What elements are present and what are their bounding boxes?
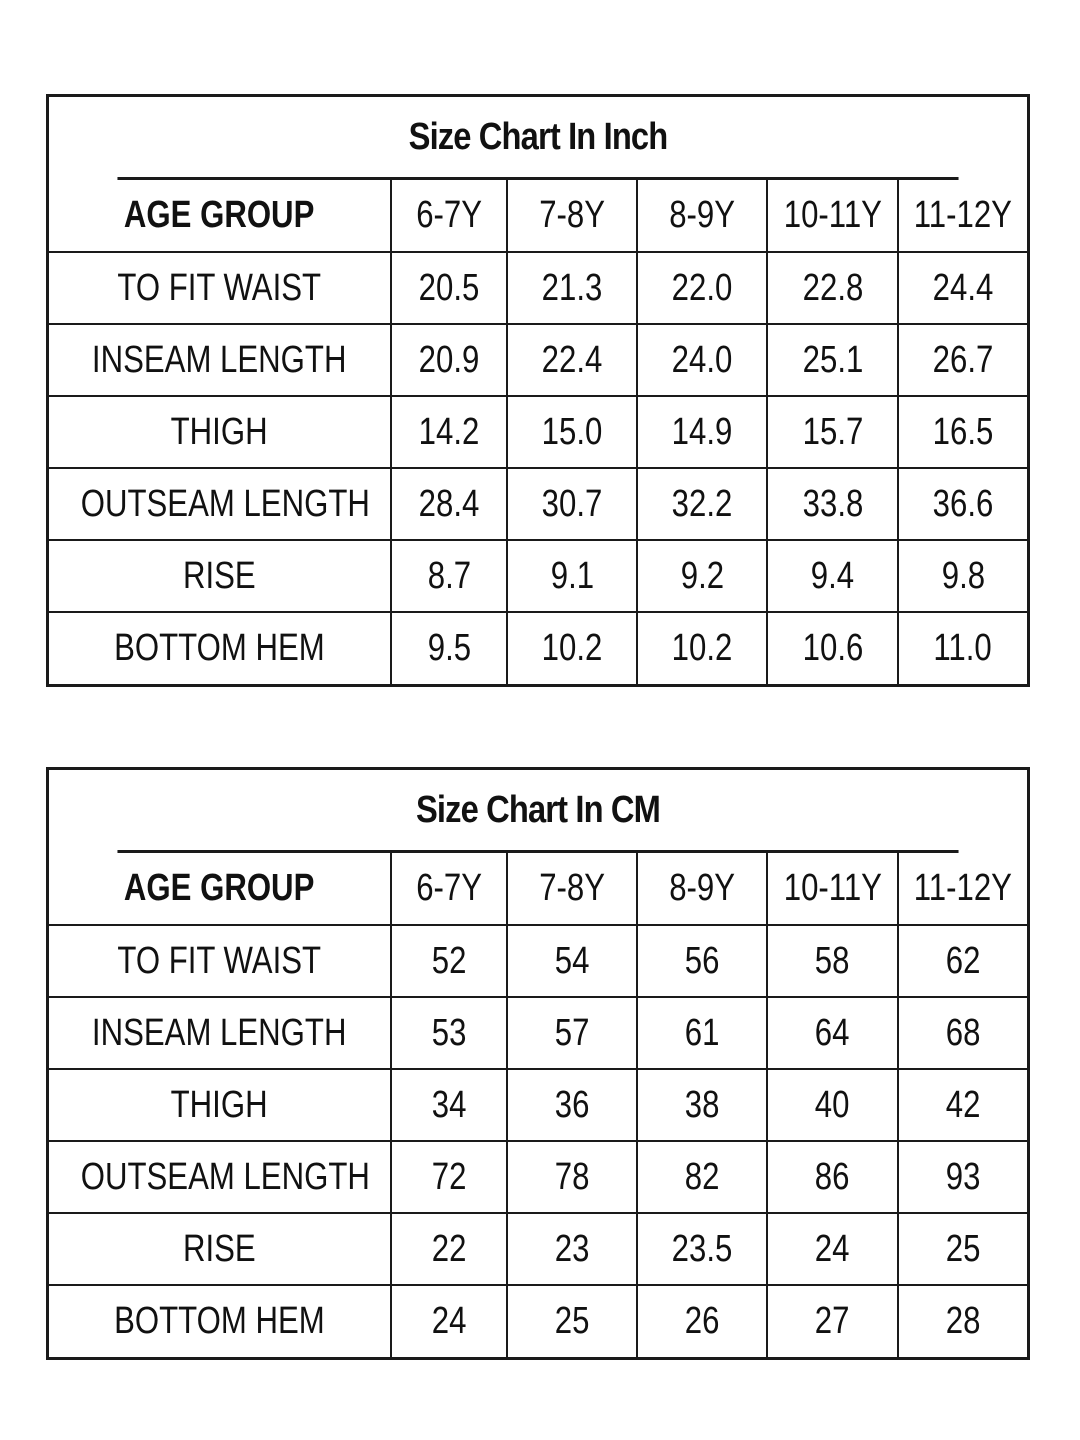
value-cell: 68 [898,997,1027,1069]
value-cell: 36 [507,1069,637,1141]
table-row [49,252,1027,324]
value-cell: 9.4 [767,540,898,612]
row-label: OUTSEAM LENGTH [49,468,391,540]
table-row [49,925,1027,997]
value-cell: 10.2 [637,612,767,684]
header-cell: 6-7Y [391,853,507,925]
row-label: TO FIT WAIST [49,252,391,324]
value-cell: 9.2 [637,540,767,612]
value-cell: 9.8 [898,540,1027,612]
value-cell: 58 [767,925,898,997]
row-label: RISE [49,1213,391,1285]
header-cell: 6-7Y [391,180,507,252]
value-cell: 22.4 [507,324,637,396]
value-cell: 22.0 [637,252,767,324]
value-cell: 25.1 [767,324,898,396]
value-cell: 10.2 [507,612,637,684]
value-cell: 56 [637,925,767,997]
value-cell: 28.4 [391,468,507,540]
value-cell: 64 [767,997,898,1069]
table-row [49,468,1027,540]
value-cell: 33.8 [767,468,898,540]
value-cell: 15.0 [507,396,637,468]
table-row [49,1213,1027,1285]
value-cell: 28 [945,1300,981,1342]
value-cell: 20.9 [391,324,507,396]
row-label: RISE [49,540,391,612]
header-cell: 10-11Y [767,180,898,252]
value-cell: 22 [391,1213,507,1285]
table-row [49,612,1027,684]
value-cell: 24.0 [637,324,767,396]
header-label-cell: AGE GROUP [49,853,391,925]
value-cell: 24 [391,1285,507,1357]
value-cell: 20.5 [391,252,507,324]
size-table [49,180,1027,684]
header-cell: 8-9Y [637,853,767,925]
value-cell: 30.7 [507,468,637,540]
table-row [49,396,1027,468]
table-row [49,1141,1027,1213]
value-cell: 23 [507,1213,637,1285]
header-cell: 7-8Y [507,180,637,252]
value-cell: 26.7 [898,324,1027,396]
value-cell: 11.0 [933,627,993,669]
value-cell: 42 [898,1069,1027,1141]
value-cell: 54 [507,925,637,997]
value-cell: 93 [898,1141,1027,1213]
size-table [49,853,1027,1357]
row-label: BOTTOM HEM [49,1285,391,1357]
value-cell: 61 [637,997,767,1069]
value-cell: 10.6 [767,612,898,684]
header-cell: 7-8Y [507,853,637,925]
value-cell: 40 [767,1069,898,1141]
value-cell: 16.5 [898,396,1027,468]
table-row [49,1285,1027,1357]
header-cell: 11-12Y [898,180,1027,252]
size-chart-inch [46,94,1030,687]
value-cell: 86 [767,1141,898,1213]
value-cell: 57 [507,997,637,1069]
value-cell: 25 [898,1213,1027,1285]
value-cell: 27 [767,1285,898,1357]
table-row [49,1069,1027,1141]
header-row [49,180,1027,252]
value-cell: 36.6 [898,468,1027,540]
value-cell: 24 [767,1213,898,1285]
value-cell: 9.1 [507,540,637,612]
value-cell: 78 [507,1141,637,1213]
header-row [49,853,1027,925]
table-row [49,540,1027,612]
value-cell: 22.8 [767,252,898,324]
value-cell: 38 [637,1069,767,1141]
value-cell: 21.3 [507,252,637,324]
chart-title: Size Chart In CM [117,770,958,853]
value-cell: 82 [637,1141,767,1213]
header-cell: 10-11Y [767,853,898,925]
value-cell: 14.9 [637,396,767,468]
value-cell: 34 [391,1069,507,1141]
header-label-cell: AGE GROUP [49,180,391,252]
header-cell: 11-12Y [898,853,1027,925]
row-label: INSEAM LENGTH [49,997,391,1069]
value-cell: 62 [898,925,1027,997]
value-cell: 52 [391,925,507,997]
value-cell: 23.5 [637,1213,767,1285]
table-row [49,324,1027,396]
row-label: THIGH [49,396,391,468]
row-label: BOTTOM HEM [49,612,391,684]
chart-title: Size Chart In Inch [117,97,958,180]
value-cell: 25 [507,1285,637,1357]
header-cell: 8-9Y [637,180,767,252]
value-cell: 53 [391,997,507,1069]
row-label: TO FIT WAIST [49,925,391,997]
value-cell: 14.2 [391,396,507,468]
value-cell: 9.5 [391,612,507,684]
value-cell: 72 [391,1141,507,1213]
row-label: THIGH [49,1069,391,1141]
value-cell: 26 [637,1285,767,1357]
value-cell: 32.2 [637,468,767,540]
value-cell: 24.4 [898,252,1027,324]
value-cell: 15.7 [767,396,898,468]
row-label: INSEAM LENGTH [49,324,391,396]
row-label: OUTSEAM LENGTH [49,1141,391,1213]
value-cell: 8.7 [391,540,507,612]
table-row [49,997,1027,1069]
size-chart-cm [46,767,1030,1360]
